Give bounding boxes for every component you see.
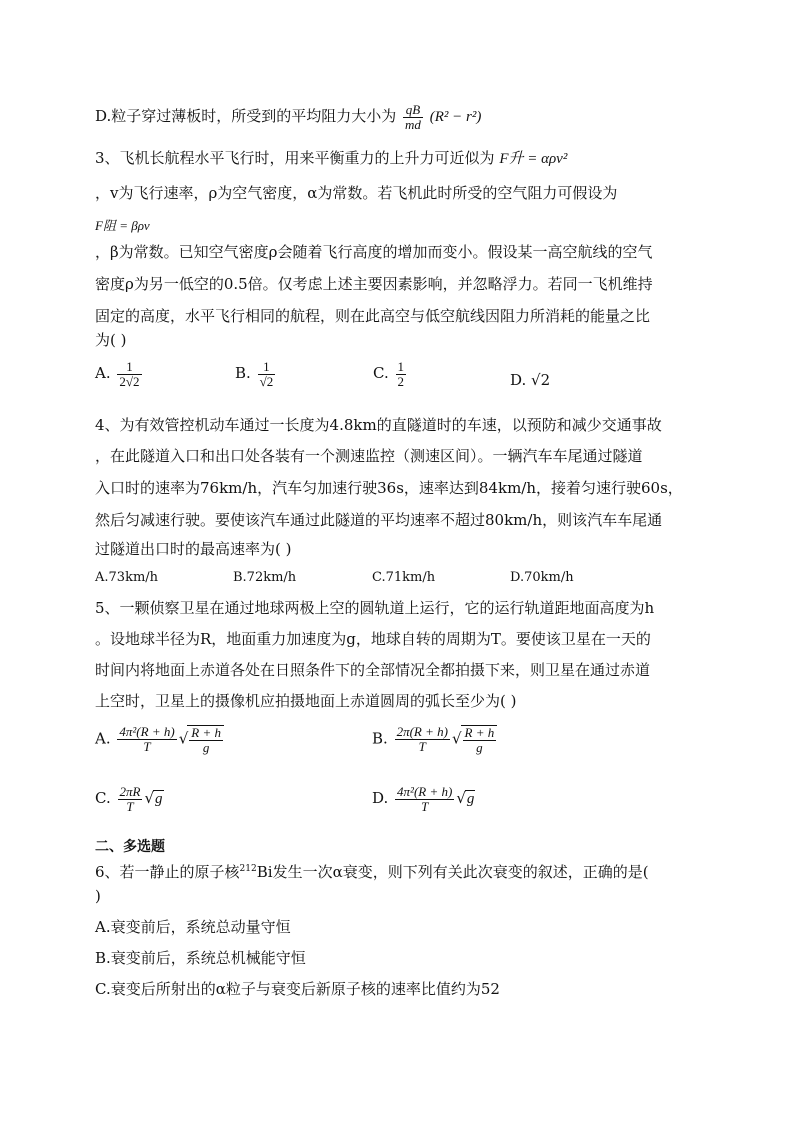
nuclide-symbol: Bi bbox=[256, 863, 273, 881]
q3-option-b: B. $\frac{1}{√2}$ bbox=[235, 359, 274, 389]
q6-option-c: C.衰变后所射出的α粒子与衰变后新原子核的速率比值约为52 bbox=[95, 980, 500, 998]
q2-option-d-fraction: $\frac{qB}{md}$ bbox=[405, 102, 421, 132]
q4-option-a: A.73km/h bbox=[95, 570, 159, 585]
q5-option-a-root: $\frac{R + h}{g}$ bbox=[187, 725, 224, 754]
q3-line-2: ，v为飞行速率，ρ为空气密度，α为常数。若飞机此时所受的空气阻力可假设为 bbox=[95, 184, 618, 202]
q4-option-b: B.72km/h bbox=[233, 570, 297, 585]
q5-option-a: A. $\frac{\text{4π²(R + h)}}{T}$ √ $\frac{R + h}{g}$ bbox=[95, 725, 224, 754]
q5-line-2: 。设地球半径为R，地面重力加速度为g，地球自转的周期为T。要使该卫星在一天的 bbox=[95, 630, 651, 648]
q5-option-c-fraction: $\frac{2\pi R}{T}$ bbox=[119, 784, 141, 814]
q2-option-d-text: D.粒子穿过薄板时，所受到的平均阻力大小为 bbox=[95, 107, 397, 126]
radical-icon: √ bbox=[456, 789, 466, 808]
q3-line-3: ，β为常数。已知空气密度ρ会随着飞行高度的增加而变小。假设某一高空航线的空气 bbox=[95, 243, 653, 261]
radical-icon: √ bbox=[451, 729, 462, 748]
q5-option-d: D. $\frac{\text{4π²(R + h)}}{T}$ √g bbox=[372, 784, 475, 814]
q5-option-b: B. $\frac{2\pi(R + h)}{T}$ √ $\frac{R + h}{g}$ bbox=[372, 725, 497, 754]
q3-lift-formula: F升 = αρv² bbox=[499, 151, 568, 167]
q4-line-1: 4、为有效管控机动车通过一长度为4.8km的直隧道时的车速，以预防和减少交通事故 bbox=[95, 416, 662, 434]
q4-line-3: 入口时的速率为76km/h，汽车匀加速行驶36s，速率达到84km/h，接着匀速行驶60s， bbox=[95, 479, 683, 497]
q5-option-d-root: g bbox=[466, 791, 475, 808]
q3-option-c-fraction: $\frac{1}{2}$ bbox=[397, 359, 404, 389]
q4-line-5: 过隧道出口时的最高速率为( ) bbox=[95, 540, 292, 558]
q2-option-d-tail: (R² − r²) bbox=[429, 109, 482, 126]
q4-line-4: 然后匀减速行驶。要使该汽车通过此隧道的平均速率不超过80km/h，则该汽车车尾通 bbox=[95, 511, 663, 529]
q5-option-c: C. $\frac{2\pi R}{T}$ √g bbox=[95, 784, 163, 814]
radical-icon: √ bbox=[178, 729, 189, 748]
q4-line-2: ，在此隧道入口和出口处各装有一个测速监控（测速区间）。一辆汽车车尾通过隧道 bbox=[95, 447, 643, 465]
q5-option-b-fraction: $\frac{2\pi(R + h)}{T}$ bbox=[396, 724, 448, 755]
q4-option-c: C.71km/h bbox=[372, 570, 436, 585]
q3-option-b-fraction: $\frac{1}{√2}$ bbox=[259, 359, 274, 389]
q6-line-2: ) bbox=[95, 887, 101, 905]
q5-option-c-root: g bbox=[155, 791, 163, 808]
q5-option-b-root: $\frac{R + h}{g}$ bbox=[461, 725, 498, 754]
q6-option-b: B.衰变前后，系统总机械能守恒 bbox=[95, 949, 306, 967]
q6-line-1: 6、若一静止的原子核$^{212}$Bi发生一次α衰变，则下列有关此次衰变的叙述，正确的是( bbox=[95, 863, 649, 881]
q5-option-d-fraction: $\frac{\text{4π²(R + h)}}{T}$ bbox=[397, 784, 453, 814]
q3-drag-formula: F阻 = βρv bbox=[95, 218, 150, 233]
q5-line-1: 5、一颗侦察卫星在通过地球两极上空的圆轨道上运行，它的运行轨道距地面高度为h bbox=[95, 599, 655, 617]
q5-line-3: 时间内将地面上赤道各处在日照条件下的全部情况全都拍摄下来，则卫星在通过赤道 bbox=[95, 661, 651, 679]
q3-option-d: D. √2 bbox=[510, 371, 551, 389]
section-title-multiple-choice: 二、多选题 bbox=[95, 839, 165, 855]
q3-option-a: A. $\frac{1}{2√2}$ bbox=[95, 359, 140, 389]
q3-line-6: 为( ) bbox=[95, 331, 127, 349]
q3-line-5: 固定的高度，水平飞行相同的航程，则在此高空与低空航线因阻力所消耗的能量之比 bbox=[95, 307, 651, 325]
q3-line-1: 3、飞机长航程水平飞行时，用来平衡重力的上升力可近似为 F升 = αρv² bbox=[95, 149, 568, 167]
q3-option-c: C. $\frac{1}{2}$ bbox=[373, 359, 404, 389]
q5-option-a-fraction: $\frac{\text{4π²(R + h)}}{T}$ bbox=[119, 724, 175, 755]
q5-line-4: 上空时，卫星上的摄像机应拍摄地面上赤道圆周的弧长至少为( ) bbox=[95, 692, 517, 710]
q2-option-d bbox=[95, 103, 481, 131]
radical-icon: √ bbox=[144, 789, 155, 808]
q3-line-4: 密度ρ为另一低空的0.5倍。仅考虑上述主要因素影响，并忽略浮力。若同一飞机维持 bbox=[95, 275, 653, 293]
q6-option-a: A.衰变前后，系统总动量守恒 bbox=[95, 918, 291, 936]
nuclide-mass-number: 212 bbox=[239, 864, 257, 874]
q4-option-d: D.70km/h bbox=[510, 570, 574, 585]
q3-option-a-fraction: $\frac{1}{2√2}$ bbox=[119, 359, 140, 389]
